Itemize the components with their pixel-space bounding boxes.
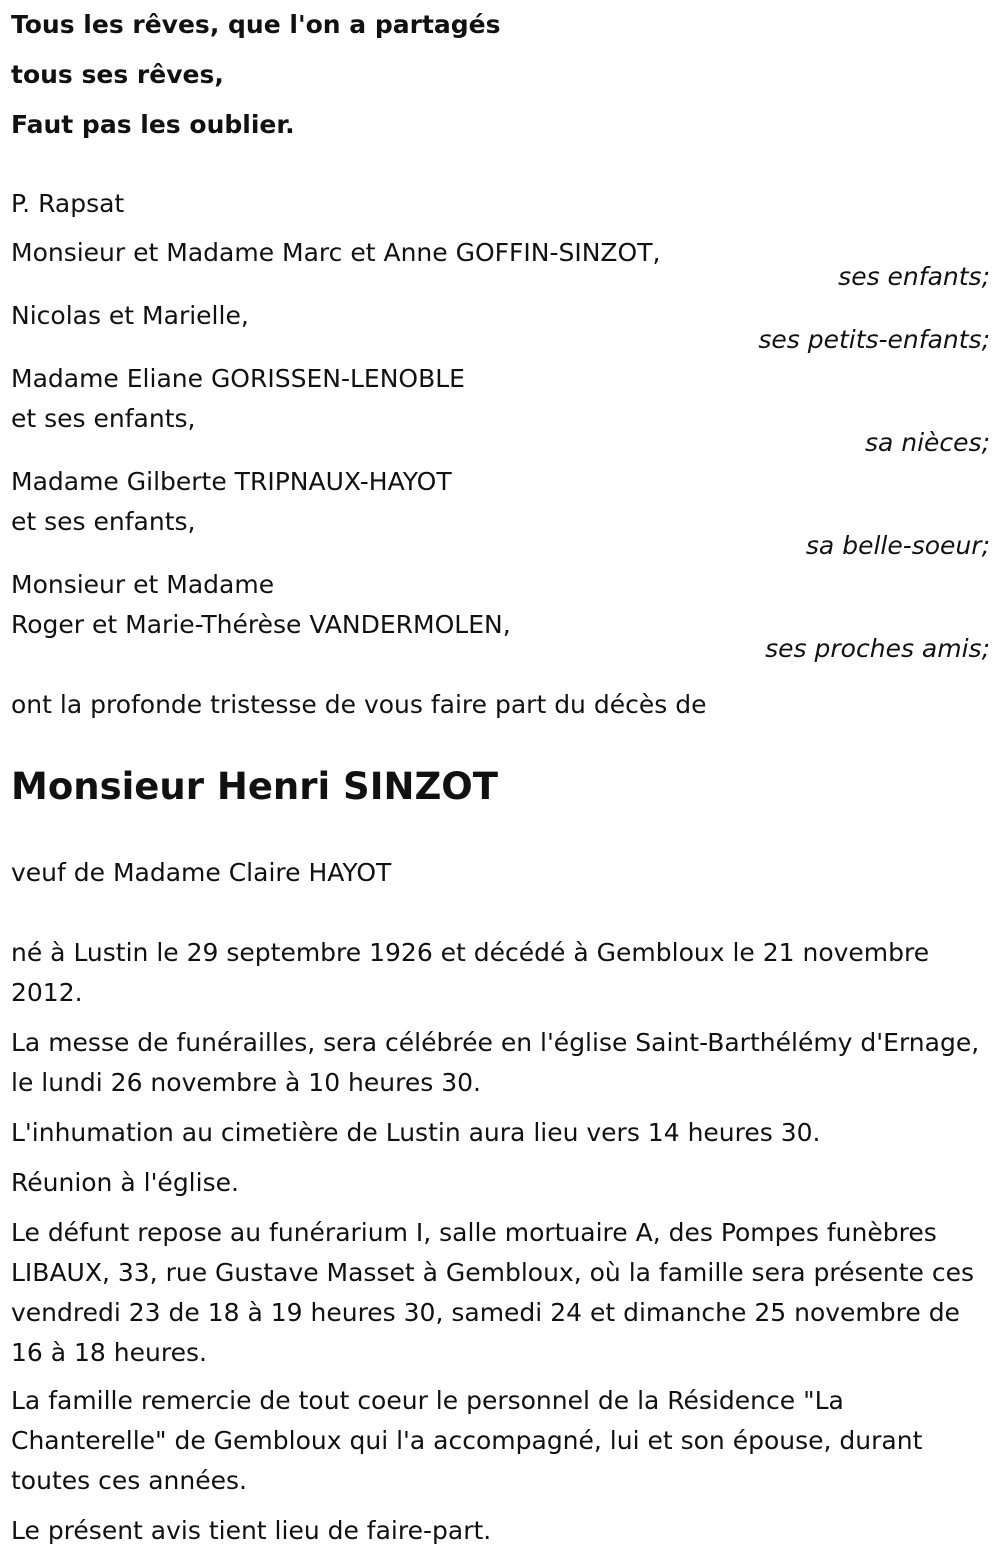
deceased-widower-of: veuf de Madame Claire HAYOT (11, 858, 392, 887)
family-2-name-0: Madame Eliane GORISSEN-LENOBLE (11, 364, 465, 393)
family-3-name-0: Madame Gilberte TRIPNAUX-HAYOT (11, 467, 452, 496)
family-4-name-1: Roger et Marie-Thérèse VANDERMOLEN, (11, 610, 511, 639)
detail-birth-death: né à Lustin le 29 septembre 1926 et décédé à Gembloux le 21 novembre 2012. (11, 938, 930, 1007)
family-3-name-1: et ses enfants, (11, 507, 196, 536)
deceased-name: Monsieur Henri SINZOT (11, 765, 498, 808)
family-2-relation: sa nièces; (864, 428, 990, 457)
quote-line-3: Faut pas les oublier. (11, 110, 295, 139)
family-3-relation: sa belle-soeur; (805, 531, 990, 560)
detail-funeral-home: Le défunt repose au funérarium I, salle mortuaire A, des Pompes funèbres LIBAUX, 33, rue Gustave Masset à Gembloux, où la famille sera présente ces vendredi 23 de 18 à 19 heures 30, samedi 24 et dimanche 25 novembre de 16 à 18 heures. (11, 1218, 975, 1367)
family-4-name-0: Monsieur et Madame (11, 570, 275, 599)
family-0-relation: ses enfants; (838, 262, 990, 291)
family-4-relation: ses proches amis; (765, 634, 990, 663)
quote-line-2: tous ses rêves, (11, 60, 224, 89)
quote-line-1: Tous les rêves, que l'on a partagés (11, 10, 501, 39)
announcement-text: ont la profonde tristesse de vous faire part du décès de (11, 690, 707, 719)
family-2-name-1: et ses enfants, (11, 404, 196, 433)
detail-thanks: La famille remercie de tout coeur le personnel de la Résidence "La Chanterelle" de Gembloux qui l'a accompagné, lui et son épouse, durant toutes ces années. (11, 1386, 923, 1495)
family-0-name-0: Monsieur et Madame Marc et Anne GOFFIN-SINZOT, (11, 238, 661, 267)
detail-funeral-mass: La messe de funérailles, sera célébrée en l'église Saint-Barthélémy d'Ernage, le lundi 26 novembre à 10 heures 30. (11, 1028, 980, 1097)
detail-burial: L'inhumation au cimetière de Lustin aura lieu vers 14 heures 30. (11, 1118, 821, 1147)
detail-meeting: Réunion à l'église. (11, 1168, 239, 1197)
detail-notice: Le présent avis tient lieu de faire-part. (11, 1516, 492, 1545)
family-1-relation: ses petits-enfants; (758, 325, 990, 354)
quote-author: P. Rapsat (11, 189, 125, 218)
family-1-name-0: Nicolas et Marielle, (11, 301, 249, 330)
